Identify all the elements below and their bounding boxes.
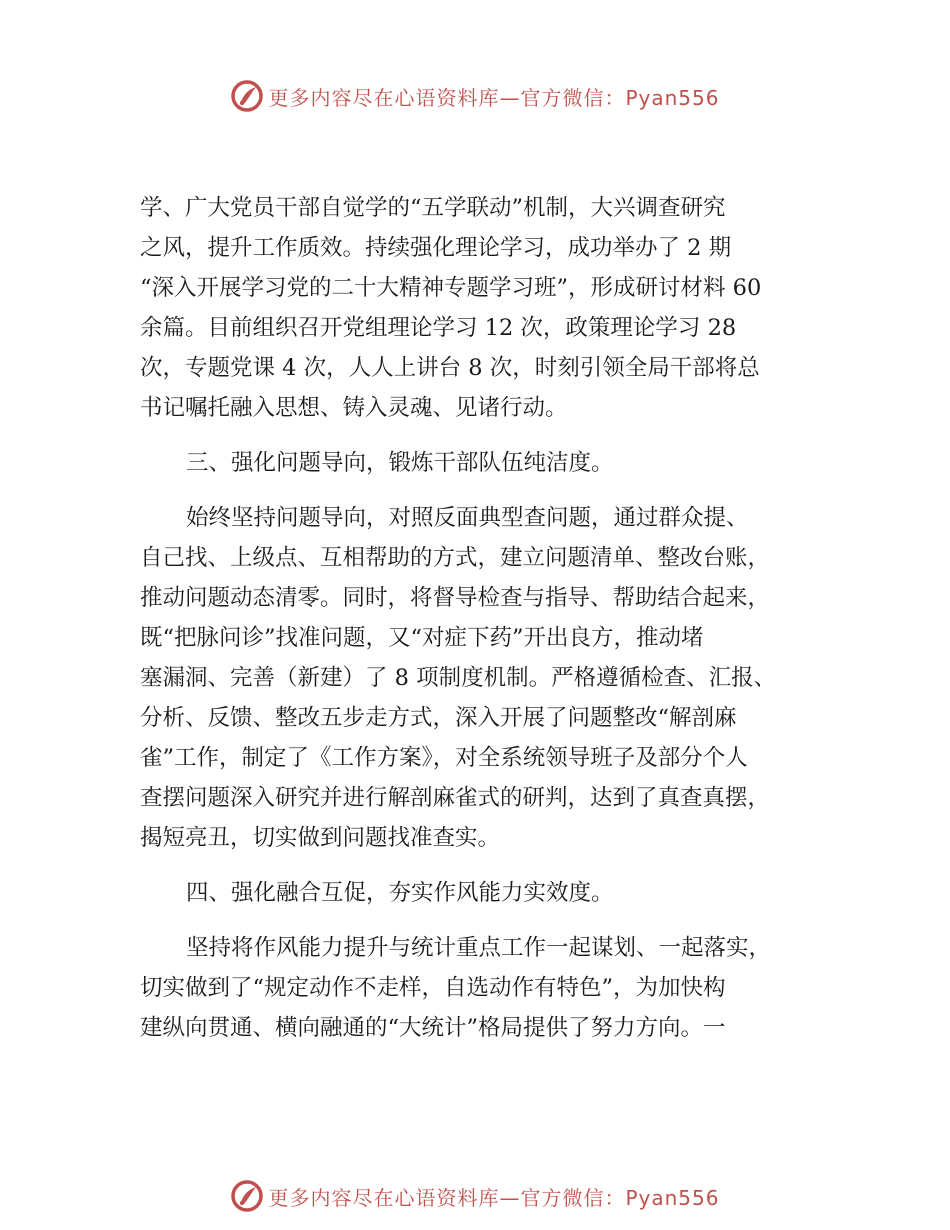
text-line: 坚持将作风能力提升与统计重点工作一起谋划、一起落实， <box>186 935 772 961</box>
document-body <box>140 188 830 1048</box>
text-line: 查摆问题深入研究并进行解剖麻雀式的研判，达到了真查真摆， <box>140 785 771 811</box>
text-line: 既“把脉问诊”找准问题，又“对症下药”开出良方，推动堵 <box>140 625 704 651</box>
footer-watermark <box>0 1176 950 1216</box>
text-line: 书记嘱托融入思想、铸入灵魂、见诸行动。 <box>140 395 568 421</box>
paragraph <box>140 928 830 1048</box>
text-line: 揭短亮丑，切实做到问题找准查实。 <box>140 825 501 851</box>
text-line: “深入开展学习党的二十大精神专题学习班”，形成研讨材料 60 <box>140 275 762 301</box>
text-line: 余篇。目前组织召开党组理论学习 12 次，政策理论学习 28 <box>140 315 737 341</box>
text-line: 塞漏洞、完善（新建）了 8 项制度机制。严格遵循检查、汇报、 <box>140 665 777 691</box>
text-line: 建纵向贯通、横向融通的“大统计”格局提供了努力方向。一 <box>140 1015 726 1041</box>
text-line: 始终坚持问题导向，对照反面典型查问题，通过群众提、 <box>186 505 749 531</box>
text-line: 自己找、上级点、互相帮助的方式，建立问题清单、整改台账， <box>140 545 771 571</box>
paragraph <box>140 498 830 858</box>
watermark-text: 更多内容尽在心语资料库—官方微信：Pyan556 <box>268 85 720 110</box>
text-line: 次，专题党课 4 次，人人上讲台 8 次，时刻引领全局干部将总 <box>140 355 760 381</box>
section-heading: 四、强化融合互促，夯实作风能力实效度。 <box>186 880 614 906</box>
text-line: 分析、反馈、整改五步走方式，深入开展了问题整改“解剖麻 <box>140 705 737 731</box>
text-line: 学、广大党员干部自觉学的“五学联动”机制，大兴调查研究 <box>140 195 726 221</box>
text-line: 推动问题动态清零。同时，将督导检查与指导、帮助结合起来， <box>140 585 771 611</box>
brush-seal-logo-icon <box>230 79 264 113</box>
text-line: 雀”工作，制定了《工作方案》，对全系统领导班子及部分个人 <box>140 745 748 771</box>
text-line: 之风，提升工作质效。持续强化理论学习，成功举办了 2 期 <box>140 235 732 261</box>
paragraph <box>140 188 830 428</box>
text-line: 切实做到了“规定动作不走样，自选动作有特色”，为加快构 <box>140 975 726 1001</box>
header-watermark <box>0 76 950 116</box>
brush-seal-logo-icon <box>230 1179 264 1213</box>
section-heading: 三、强化问题导向，锻炼干部队伍纯洁度。 <box>186 450 614 476</box>
watermark-text: 更多内容尽在心语资料库—官方微信：Pyan556 <box>268 1185 720 1210</box>
